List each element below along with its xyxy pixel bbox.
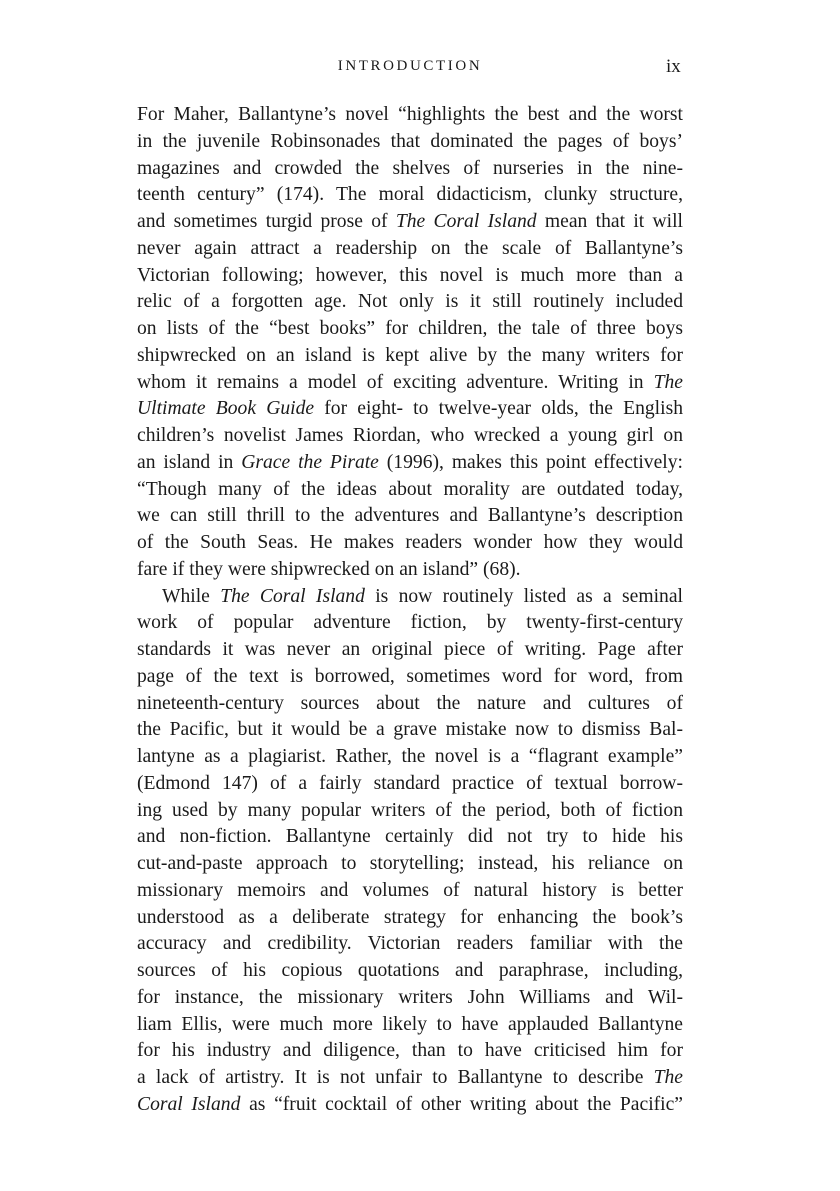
text-run: While	[162, 585, 221, 607]
text-line	[137, 637, 683, 664]
text-line	[137, 1038, 683, 1065]
text-run: fare if they were shipwrecked on an island” (68).	[137, 558, 521, 580]
text-run: the Pacific, but it would be a grave mistake now to dismiss Bal-	[137, 719, 683, 741]
text-run: (1996), makes this point effectively:	[378, 451, 683, 473]
text-line	[137, 798, 683, 825]
text-line	[137, 370, 683, 397]
text-line	[137, 878, 683, 905]
text-run: shipwrecked on an island is kept alive by the many writers for	[137, 344, 683, 366]
text-run: a lack of artistry. It is not unfair to Ballantyne to describe	[137, 1067, 654, 1088]
paragraph	[137, 584, 683, 1119]
text-run: sources of his copious quotations and paraphrase, including,	[137, 960, 683, 981]
italic-title-text: Ultimate Book Guide	[137, 398, 315, 420]
text-line	[137, 824, 683, 851]
text-run: in the juvenile Robinsonades that dominated the pages of boys’	[137, 130, 683, 152]
text-line	[137, 396, 683, 423]
italic-title-text: Coral Island	[137, 1093, 241, 1115]
text-run: work of popular adventure fiction, by twenty-first-century	[137, 612, 683, 634]
text-run: relic of a forgotten age. Not only is it still routinely included	[137, 291, 683, 313]
text-run: magazines and crowded the shelves of nurseries in the nine-	[137, 157, 683, 179]
text-run: of the South Seas. He makes readers wonder how they would	[137, 532, 683, 553]
text-line	[137, 771, 683, 798]
text-line	[137, 129, 683, 156]
text-run: nineteenth-century sources about the nature and cultures of	[137, 692, 683, 714]
running-head-title: INTRODUCTION	[337, 58, 483, 74]
text-run: mean that it will	[536, 211, 683, 232]
text-run: and sometimes turgid prose of	[137, 211, 396, 232]
text-line	[137, 958, 683, 985]
text-run: for eight- to twelve-year olds, the English	[314, 398, 683, 420]
text-run: for his industry and diligence, than to have criticised him for	[137, 1040, 683, 1062]
text-line	[137, 236, 683, 263]
text-run: For Maher, Ballantyne’s novel “highlights the best and the worst	[137, 104, 683, 125]
text-run: for instance, the missionary writers John Williams and Wil-	[137, 986, 683, 1008]
text-run: cut-and-paste approach to storytelling; instead, his reliance on	[137, 853, 683, 874]
text-line	[137, 450, 683, 477]
italic-title-text: The	[653, 1067, 683, 1088]
text-line	[137, 156, 683, 183]
text-run: an island in	[137, 451, 242, 473]
text-line	[137, 182, 683, 209]
text-line	[137, 263, 683, 290]
text-run: Victorian following; however, this novel is much more than a	[137, 264, 683, 286]
text-line	[137, 1012, 683, 1039]
text-run: standards it was never an original piece of writing. Page after	[137, 639, 683, 660]
text-run: we can still thrill to the adventures and Ballantyne’s description	[137, 505, 683, 527]
page-number: ix	[666, 56, 681, 77]
text-line	[137, 423, 683, 450]
italic-title-text: The	[653, 371, 683, 393]
text-run: never again attract a readership on the scale of Ballantyne’s	[137, 237, 683, 259]
text-line	[137, 343, 683, 370]
text-run: accuracy and credibility. Victorian readers familiar with the	[137, 933, 683, 955]
text-run: on lists of the “best books” for children, the tale of three boys	[137, 318, 683, 339]
text-line	[137, 209, 683, 236]
text-line	[137, 477, 683, 504]
text-line	[137, 503, 683, 530]
text-run: understood as a deliberate strategy for enhancing the book’s	[137, 906, 683, 928]
text-line	[137, 931, 683, 958]
text-run: and non-fiction. Ballantyne certainly did not try to hide his	[137, 826, 683, 848]
text-run: teenth century” (174). The moral didacticism, clunky structure,	[137, 184, 683, 206]
text-line	[137, 102, 683, 129]
text-line	[137, 851, 683, 878]
text-run: is now routinely listed as a seminal	[364, 585, 683, 607]
italic-title-text: The Coral Island	[220, 585, 365, 607]
text-line	[137, 717, 683, 744]
text-line	[137, 610, 683, 637]
text-run: (Edmond 147) of a fairly standard practice of textual borrow-	[137, 772, 683, 794]
text-line	[137, 316, 683, 343]
text-line	[137, 664, 683, 691]
running-head	[0, 56, 840, 80]
text-line	[137, 557, 683, 584]
text-run: children’s novelist James Riordan, who wrecked a young girl on	[137, 425, 683, 446]
text-line	[137, 691, 683, 718]
text-line	[137, 289, 683, 316]
text-line	[137, 744, 683, 771]
text-run: liam Ellis, were much more likely to have applauded Ballantyne	[137, 1013, 683, 1035]
text-run: as “fruit cocktail of other writing about the Pacific”	[240, 1093, 683, 1115]
italic-title-text: Grace the Pirate	[241, 451, 379, 473]
text-run: ing used by many popular writers of the period, both of fiction	[137, 799, 683, 821]
text-run: whom it remains a model of exciting adventure. Writing in	[137, 371, 654, 393]
text-run: missionary memoirs and volumes of natural history is better	[137, 879, 683, 901]
italic-title-text: The Coral Island	[395, 211, 537, 232]
text-line	[137, 1092, 683, 1119]
text-run: “Though many of the ideas about morality are outdated today,	[137, 478, 683, 500]
text-line	[137, 985, 683, 1012]
text-run: page of the text is borrowed, sometimes word for word, from	[137, 665, 683, 687]
text-line	[137, 1065, 683, 1092]
paragraph	[137, 102, 683, 584]
text-line	[137, 905, 683, 932]
body-text	[137, 102, 683, 1119]
text-line	[137, 530, 683, 557]
text-line	[137, 584, 683, 611]
text-run: lantyne as a plagiarist. Rather, the novel is a “flagrant example”	[137, 746, 683, 767]
